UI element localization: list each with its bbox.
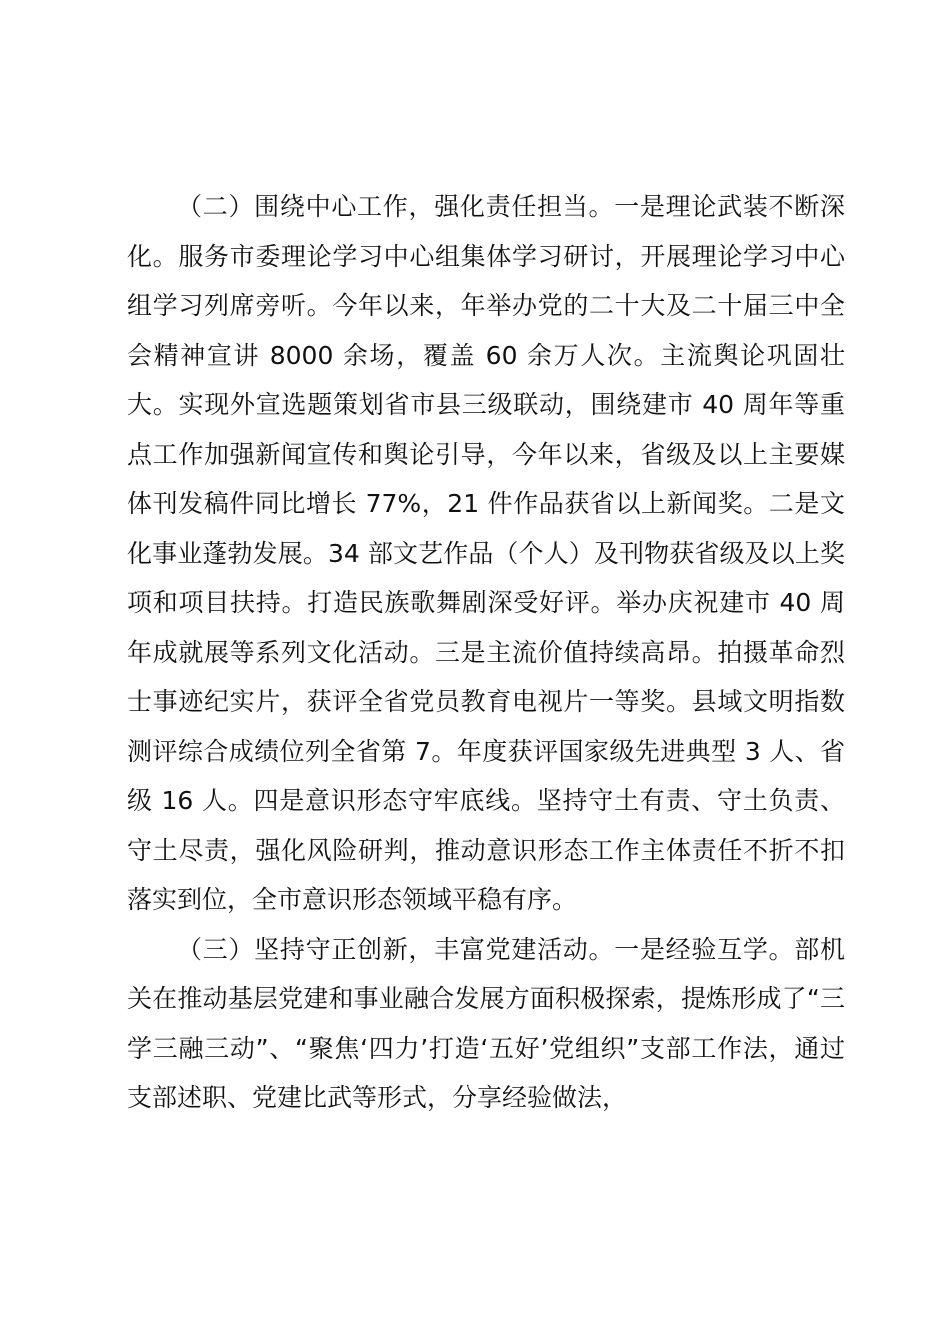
paragraph-section-3: （三）坚持守正创新，丰富党建活动。一是经验互学。部机关在推动基层党建和事业融合发展方面积极探索，提炼形成了“三学三融三动”、“聚焦‘四力’打造‘五好’党组织”支部工作法，通过支部述职、党建比武等形式，分享经验做法， (127, 934, 845, 1112)
paragraph-section-2: （二）围绕中心工作，强化责任担当。一是理论武装不断深化。服务市委理论学习中心组集体学习研讨，开展理论学习中心组学习列席旁听。今年以来，年举办党的二十大及二十届三中全会精神宣讲 8000 余场，覆盖 60 余万人次。主流舆论巩固壮大。实现外宣选题策划省市县三级联动，围绕建市 40 周年等重点工作加强新闻宣传和舆论引导，今年以来，省级及以上主要媒体刊发稿件同比增长 77%，21 件作品获省以上新闻奖。二是文化事业蓬勃发展。34 部文艺作品（个人）及刊物获省级及以上奖项和项目扶持。打造民族歌舞剧深受好评。举办庆祝建市 40 周年成就展等系列文化活动。三是主流价值持续高昂。拍摄革命烈士事迹纪实片，获评全省党员教育电视片一等奖。县域文明指数测评综合成绩位列全省第 7。年度获评国家级先进典型 3 人、省级 16 人。四是意识形态守牢底线。坚持守土有责、守土负责、守土尽责，强化风险研判，推动意识形态工作主体责任不折不扣落实到位，全市意识形态领域平稳有序。 (127, 192, 845, 914)
document-body (127, 182, 845, 1123)
